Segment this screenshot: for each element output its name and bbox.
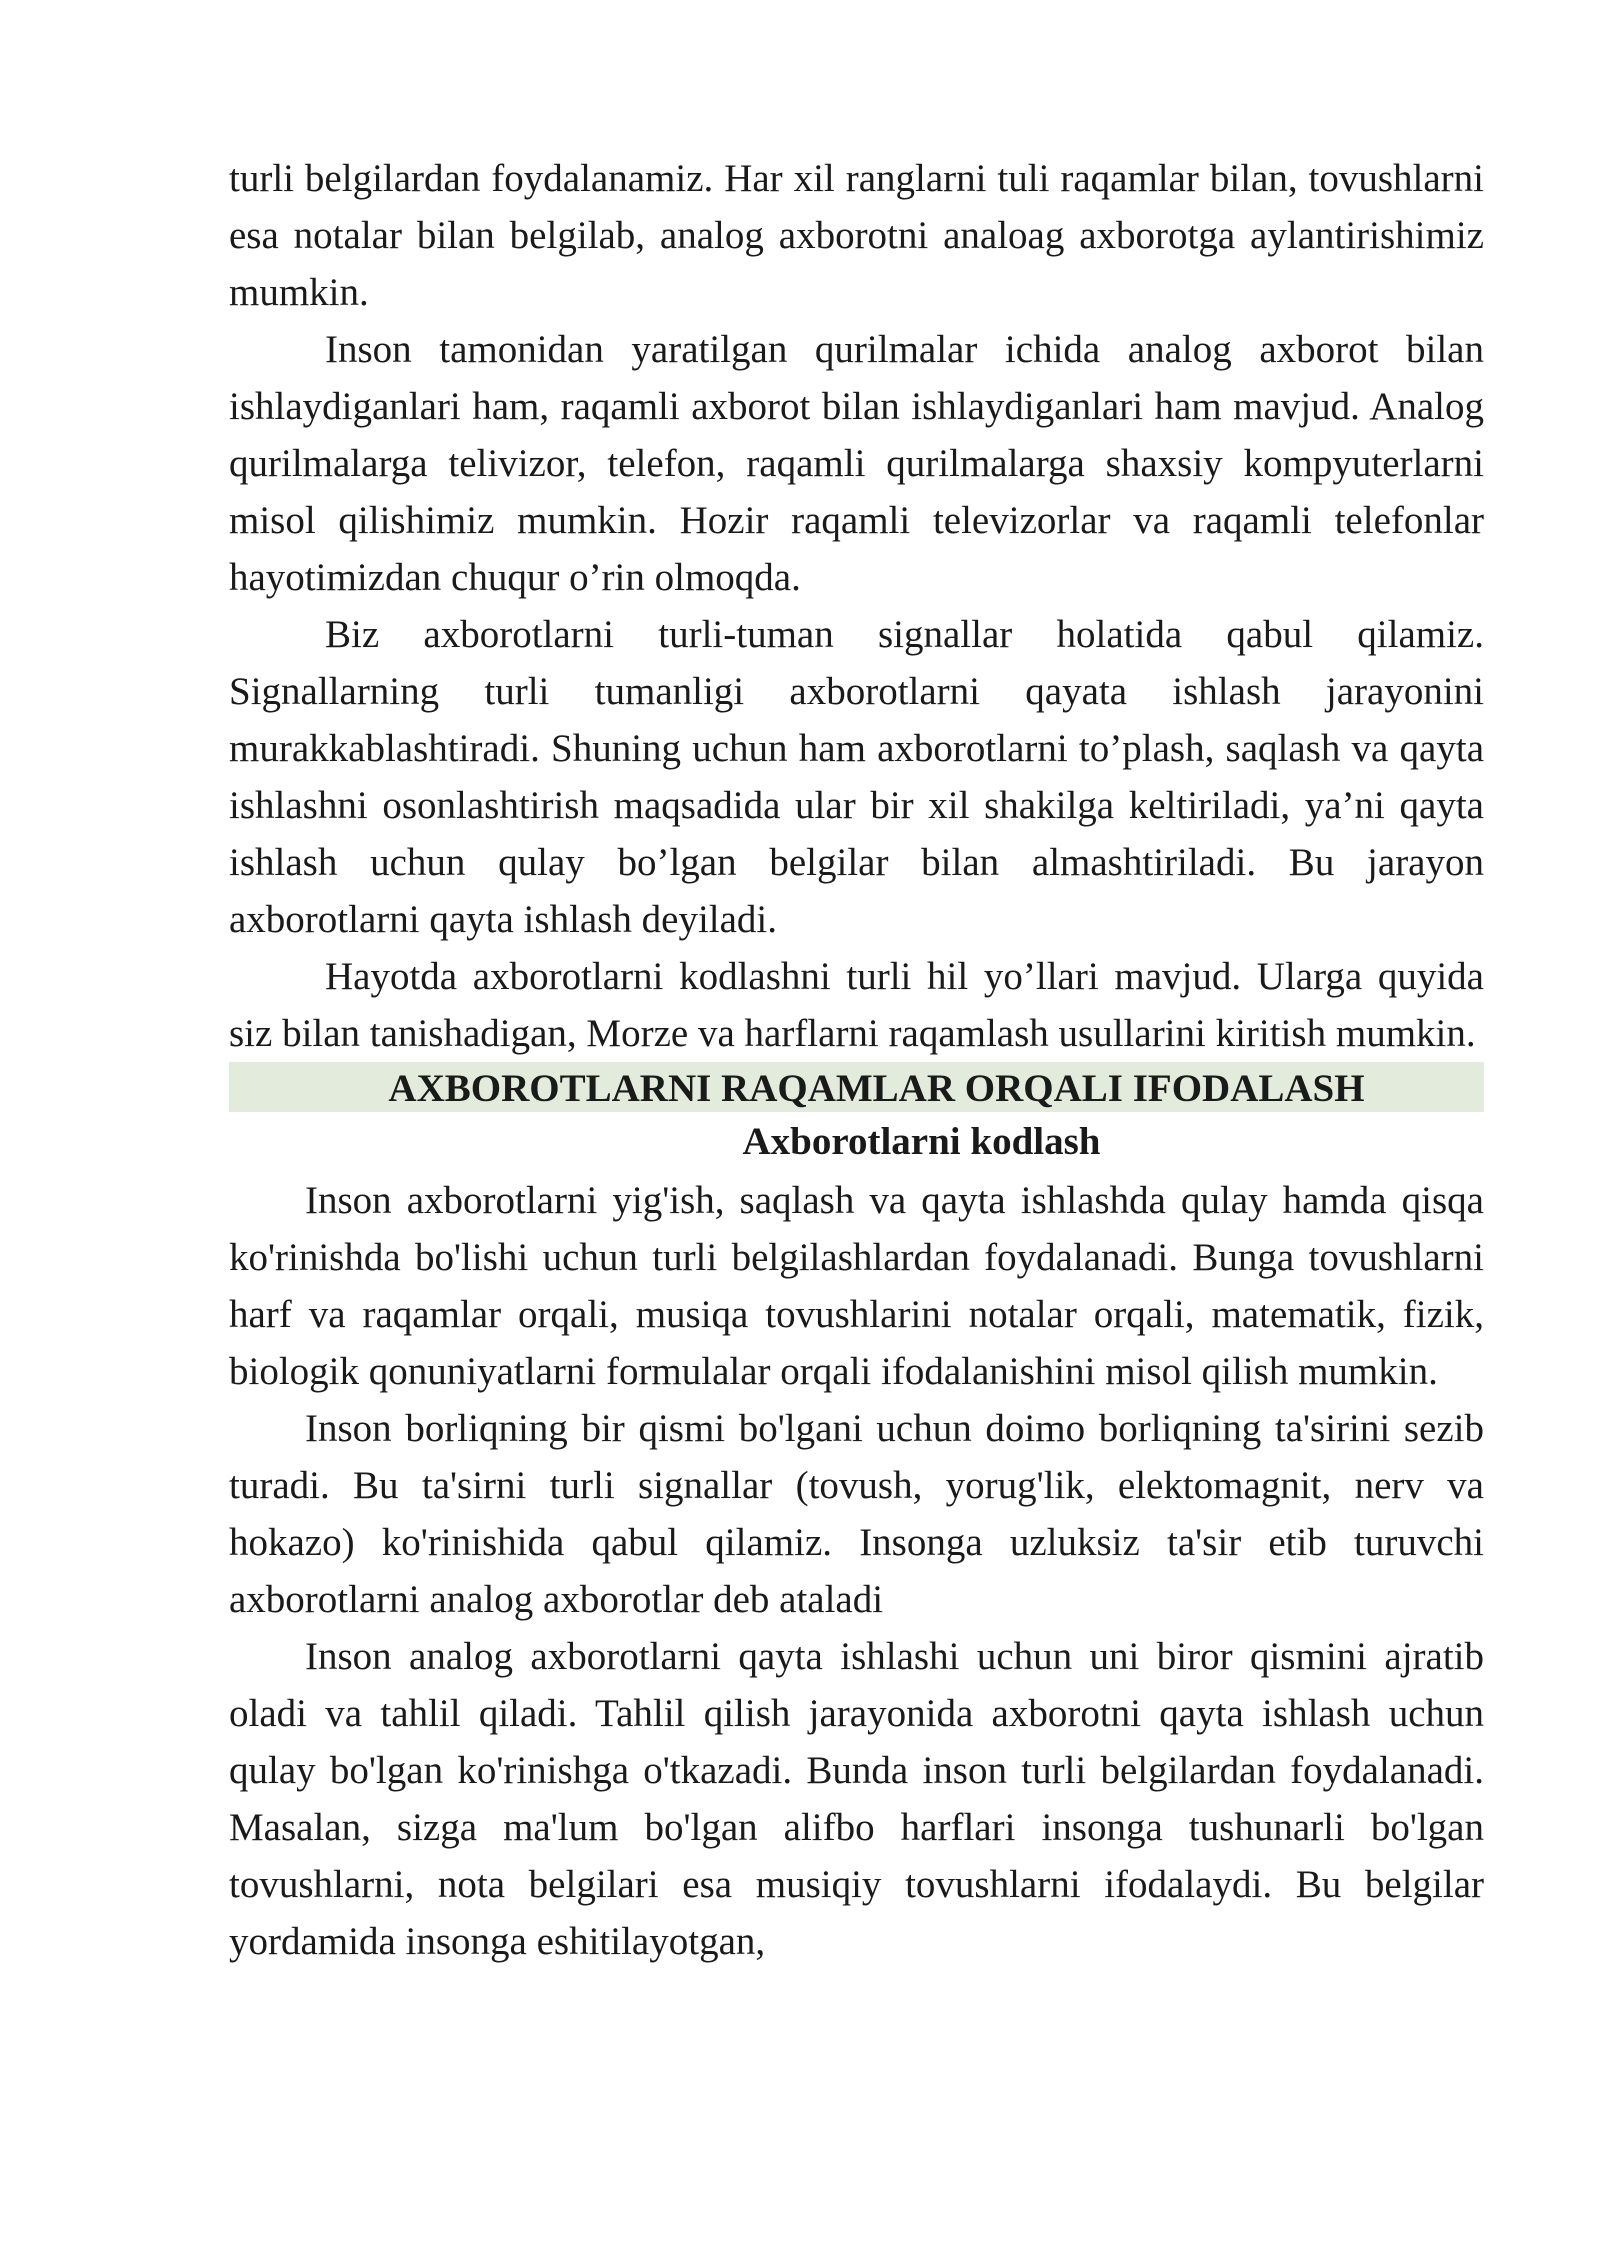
paragraph-continuation: turli belgilardan foydalanamiz. Har xil ranglarni tuli raqamlar bilan, tovushlarni esa notalar bilan belgilab, analog axborotni analoag axborotga aylantirishimiz mumkin.	[229, 157, 1484, 314]
paragraph-signals: Biz axborotlarni turli-tuman signallar holatida qabul qilamiz. Signallarning turli tumanligi axborotlarni qayata ishlash jarayonini murakkablashtiradi. Shuning uchun ham axborotlarni to’plash, saqlash va qayta ishlashni osonlashtirish maqsadida ular bir xil shakilga keltiriladi, ya’ni qayta ishlash uchun qulay bo’lgan belgilar bilan almashtiriladi. Bu jarayon axborotlarni qayta ishlash deyiladi.	[229, 613, 1484, 941]
paragraph-coding-ways: Hayotda axborotlarni kodlashni turli hil yo’llari mavjud. Ularga quyida siz bilan tanishadigan, Morze va harflarni raqamlash usullarini kiritish mumkin.	[229, 955, 1484, 1055]
section-subheading: Axborotlarni kodlash	[742, 1120, 1101, 1163]
page-content	[229, 150, 1484, 1970]
paragraph-processing: Inson analog axborotlarni qayta ishlashi uchun uni biror qismini ajratib oladi va tahlil qiladi. Tahlil qilish jarayonida axborotni qayta ishlash uchun qulay bo'lgan ko'rinishga o'tkazadi. Bunda inson turli belgilardan foydalanadi. Masalan, sizga ma'lum bo'lgan alifbo harflari insonga tushunarli bo'lgan tovushlarni, nota belgilari esa musiqiy tovushlarni ifodalaydi. Bu belgilar yordamida insonga eshitilayotgan,	[229, 1635, 1484, 1963]
section-heading: AXBOROTLARNI RAQAMLAR ORQALI IFODALASH	[229, 1062, 1484, 1112]
paragraph-devices: Inson tamonidan yaratilgan qurilmalar ichida analog axborot bilan ishlaydiganlari ham, raqamli axborot bilan ishlaydiganlari ham mavjud. Analog qurilmalarga telivizor, telefon, raqamli qurilmalarga shaxsiy kompyuterlarni misol qilishimiz mumkin. Hozir raqamli televizorlar va raqamli telefonlar hayotimizdan chuqur o’rin olmoqda.	[229, 328, 1484, 599]
paragraph-analog: Inson borliqning bir qismi bo'lgani uchun doimo borliqning ta'sirini sezib turadi. Bu ta'sirni turli signallar (tovush, yorug'lik, elektomagnit, nerv va hokazo) ko'rinishida qabul qilamiz. Insonga uzluksiz ta'sir etib turuvchi axborotlarni analog axborotlar deb ataladi	[229, 1407, 1484, 1621]
paragraph-symbols: Inson axborotlarni yig'ish, saqlash va qayta ishlashda qulay hamda qisqa ko'rinishda bo'lishi uchun turli belgilashlardan foydalanadi. Bunga tovushlarni harf va raqamlar orqali, musiqa tovushlarini notalar orqali, matematik, fizik, biologik qonuniyatlarni formulalar orqali ifodalanishini misol qilish mumkin.	[229, 1179, 1484, 1393]
